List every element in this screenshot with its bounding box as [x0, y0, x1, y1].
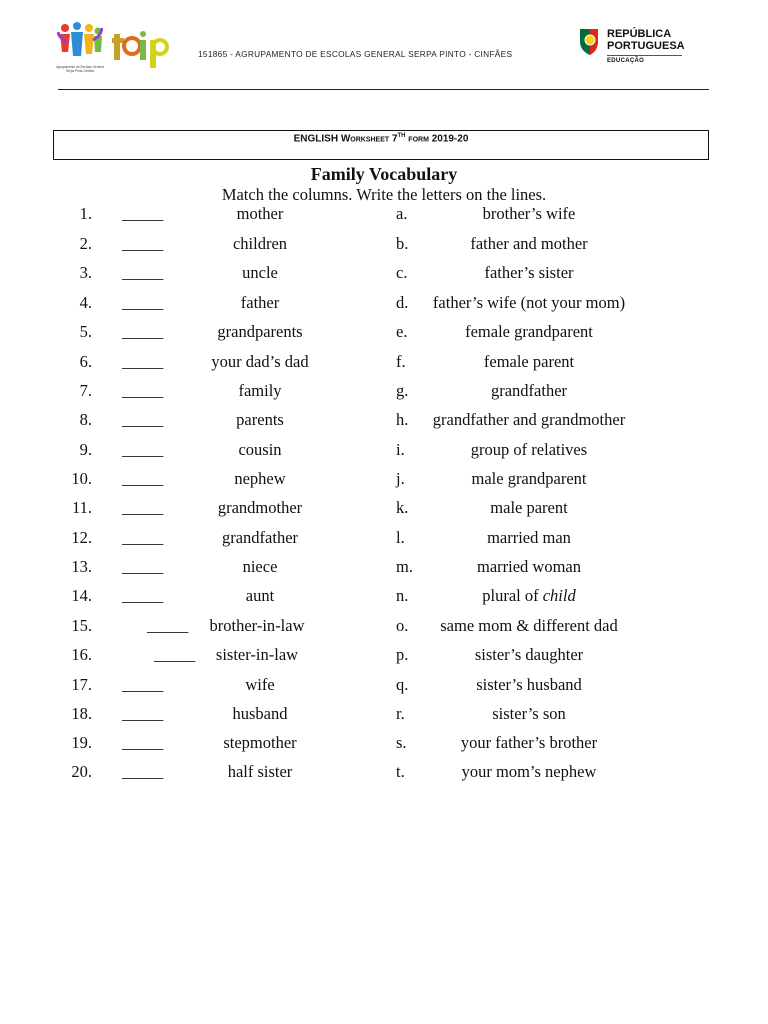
- answer-blank[interactable]: _____: [122, 674, 164, 694]
- definition-text: male parent: [490, 498, 568, 517]
- answer-blank[interactable]: _____: [122, 292, 164, 312]
- vocabulary-term: parents: [236, 410, 284, 429]
- answer-blank[interactable]: _____: [122, 527, 164, 547]
- item-number: 11.: [71, 498, 92, 517]
- teip-logo: [112, 28, 172, 70]
- answer-blank[interactable]: _____: [122, 380, 164, 400]
- definition: [420, 555, 638, 579]
- vocabulary-term: children: [232, 233, 288, 253]
- definition-text: brother’s wife: [482, 204, 576, 223]
- definition-text: sister’s daughter: [474, 645, 584, 664]
- answer-blank[interactable]: _____: [122, 733, 164, 752]
- republica-line1: REPÚBLICA: [607, 28, 672, 40]
- page-header: [0, 0, 768, 90]
- vocabulary-term: half sister: [227, 762, 293, 781]
- item-number: 4.: [79, 292, 92, 312]
- vocabulary-term: husband: [232, 703, 288, 723]
- list-item: [0, 320, 768, 344]
- answer-blank[interactable]: _____: [122, 703, 164, 723]
- republica-divider: [607, 55, 682, 56]
- list-item: [0, 438, 768, 462]
- item-number: 13.: [71, 557, 92, 576]
- republica-title: [607, 28, 685, 52]
- definition: [420, 702, 638, 726]
- item-number: 2.: [79, 233, 92, 253]
- list-item: [0, 291, 768, 315]
- list-item: [0, 408, 768, 432]
- definition-text: grandfather and grandmother: [432, 410, 626, 429]
- instructions: Match the columns. Write the letters on the lines.: [221, 185, 547, 204]
- definition-text: male grandparent: [471, 469, 587, 488]
- item-number: 14.: [71, 586, 92, 605]
- vocabulary-term: your dad’s dad: [211, 351, 309, 371]
- item-number: 19.: [71, 733, 92, 752]
- answer-blank[interactable]: _____: [122, 498, 164, 517]
- vocabulary-term: grandparents: [217, 322, 303, 341]
- list-item: [0, 379, 768, 403]
- agrupamento-caption: Agrupamento de Escolas General Serpa Pinto-Cinfães: [56, 65, 104, 73]
- vocabulary-term: cousin: [238, 439, 282, 459]
- definition-letter: g.: [396, 380, 409, 400]
- definition-text: married woman: [476, 557, 581, 576]
- list-item: [0, 731, 768, 755]
- definition: [420, 320, 638, 344]
- vocabulary-term: stepmother: [223, 733, 297, 752]
- definition: [420, 291, 638, 315]
- definition: [420, 584, 638, 608]
- definition: [420, 760, 638, 784]
- answer-blank[interactable]: _____: [122, 469, 164, 488]
- item-number: 18.: [71, 703, 92, 723]
- worksheet-form-number: 7: [391, 133, 398, 145]
- item-number: 6.: [79, 351, 92, 371]
- answer-blank[interactable]: _____: [122, 351, 164, 371]
- answer-blank[interactable]: _____: [122, 263, 164, 282]
- vocabulary-term: father: [240, 292, 280, 312]
- portugal-emblem-icon: [578, 27, 600, 57]
- item-number: 5.: [79, 322, 92, 341]
- definition-text: your father’s brother: [460, 733, 598, 752]
- worksheet-label: Worksheet: [340, 133, 390, 145]
- list-item: [0, 673, 768, 697]
- answer-blank[interactable]: _____: [122, 762, 164, 781]
- definition: [420, 731, 638, 755]
- definition-letter: b.: [396, 233, 409, 253]
- definition-text: sister’s husband: [476, 674, 582, 694]
- item-number: 1.: [79, 204, 92, 223]
- vocabulary-term: brother-in-law: [209, 615, 305, 635]
- item-number: 10.: [71, 469, 92, 488]
- definition: [420, 673, 638, 697]
- vocabulary-term: mother: [236, 204, 284, 223]
- definition: [420, 614, 638, 638]
- definition: [420, 467, 638, 491]
- definition-text: grandfather: [490, 380, 568, 400]
- definition-text: female parent: [483, 351, 575, 371]
- definition-letter: p.: [396, 645, 409, 664]
- list-item: [0, 526, 768, 550]
- item-number: 16.: [71, 645, 92, 664]
- vocabulary-term: aunt: [245, 586, 275, 605]
- definition: [420, 379, 638, 403]
- agrupamento-logo: [57, 22, 103, 78]
- republica-subtitle: EDUCAÇÃO: [607, 58, 645, 64]
- definition: [420, 643, 638, 667]
- definition-letter: t.: [396, 762, 405, 781]
- answer-blank[interactable]: _____: [122, 586, 164, 605]
- worksheet-year: 2019-20: [431, 133, 469, 145]
- answer-blank[interactable]: _____: [122, 557, 164, 576]
- definition-letter: s.: [396, 733, 407, 752]
- list-item: [0, 614, 768, 638]
- agrupamento-figures-icon: [57, 22, 103, 66]
- definition-letter: k.: [396, 498, 409, 517]
- item-number: 7.: [79, 380, 92, 400]
- answer-blank[interactable]: _____: [147, 615, 189, 635]
- definition-text: group of relatives: [470, 439, 588, 459]
- school-name: 151865 - AGRUPAMENTO DE ESCOLAS GENERAL SERPA PINTO - CINFÃES: [198, 49, 513, 59]
- definition-letter: e.: [396, 322, 408, 341]
- list-item: [0, 643, 768, 667]
- definition-letter: h.: [396, 410, 409, 429]
- answer-blank[interactable]: _____: [122, 410, 164, 429]
- answer-blank[interactable]: _____: [154, 645, 196, 664]
- list-item: [0, 232, 768, 256]
- definition: [420, 496, 638, 520]
- definition: [420, 438, 638, 462]
- definition-text: married man: [487, 527, 571, 547]
- answer-blank[interactable]: _____: [122, 322, 164, 341]
- list-item: [0, 496, 768, 520]
- vocabulary-term: wife: [245, 674, 275, 694]
- republica-line2: PORTUGUESA: [607, 40, 685, 52]
- worksheet-form-label: form: [408, 133, 429, 145]
- definition-text: female grandparent: [465, 322, 593, 341]
- definition: [420, 232, 638, 256]
- definition-text: father’s sister: [484, 263, 574, 282]
- list-item: [0, 202, 768, 226]
- worksheet-info-box: [53, 130, 709, 160]
- answer-blank[interactable]: _____: [122, 439, 164, 459]
- vocabulary-term: family: [238, 380, 282, 400]
- definition-letter: a.: [396, 204, 408, 223]
- definition-text: plural of: [482, 586, 539, 605]
- definition-letter: q.: [396, 674, 409, 694]
- republica-portuguesa-logo: [578, 25, 688, 71]
- definition: [420, 350, 638, 374]
- worksheet-subject: ENGLISH: [293, 133, 339, 145]
- definition: [420, 202, 638, 226]
- list-item: [0, 555, 768, 579]
- item-number: 15.: [71, 615, 92, 635]
- definition-text: father and mother: [470, 233, 588, 253]
- vocabulary-term: sister-in-law: [215, 645, 299, 664]
- list-item: [0, 467, 768, 491]
- definition-letter: j.: [396, 469, 405, 488]
- worksheet-info-line: [54, 133, 708, 144]
- item-number: 3.: [79, 263, 92, 282]
- definition-letter: m.: [396, 557, 413, 576]
- definition-letter: d.: [396, 292, 409, 312]
- item-number: 17.: [71, 674, 92, 694]
- vocabulary-term: nephew: [234, 469, 286, 488]
- definition-letter: l.: [396, 527, 405, 547]
- definition-letter: c.: [396, 263, 408, 282]
- list-item: [0, 760, 768, 784]
- answer-blank[interactable]: _____: [122, 233, 164, 253]
- definition: [420, 526, 638, 550]
- definition-letter: f.: [396, 351, 406, 371]
- definition-text: father’s wife (not your mom): [432, 292, 626, 312]
- definition-text: your mom’s nephew: [461, 762, 597, 781]
- definition-text: sister’s son: [492, 703, 566, 723]
- answer-blank[interactable]: _____: [122, 204, 164, 223]
- definition: [420, 261, 638, 285]
- list-item: [0, 261, 768, 285]
- item-number: 20.: [71, 762, 92, 781]
- definition-letter: i.: [396, 439, 405, 459]
- definition-letter: n.: [396, 586, 409, 605]
- vocabulary-term: uncle: [242, 263, 278, 282]
- definition-letter: o.: [396, 615, 409, 635]
- header-divider: [58, 89, 709, 90]
- teip-logo-icon: [112, 28, 172, 70]
- definition-italic: child: [542, 586, 576, 605]
- vocabulary-term: grandfather: [221, 527, 299, 547]
- page-title: Family Vocabulary: [310, 164, 458, 184]
- item-number: 8.: [79, 410, 92, 429]
- vocabulary-term: niece: [242, 557, 278, 576]
- list-item: [0, 350, 768, 374]
- definition-text: same mom & different dad: [440, 615, 618, 635]
- worksheet-form-suffix: TH: [397, 133, 406, 139]
- vocabulary-term: grandmother: [217, 498, 303, 517]
- definition: [420, 408, 638, 432]
- list-item: [0, 584, 768, 608]
- list-item: [0, 702, 768, 726]
- item-number: 9.: [79, 439, 92, 459]
- definition-letter: r.: [396, 703, 405, 723]
- item-number: 12.: [71, 527, 92, 547]
